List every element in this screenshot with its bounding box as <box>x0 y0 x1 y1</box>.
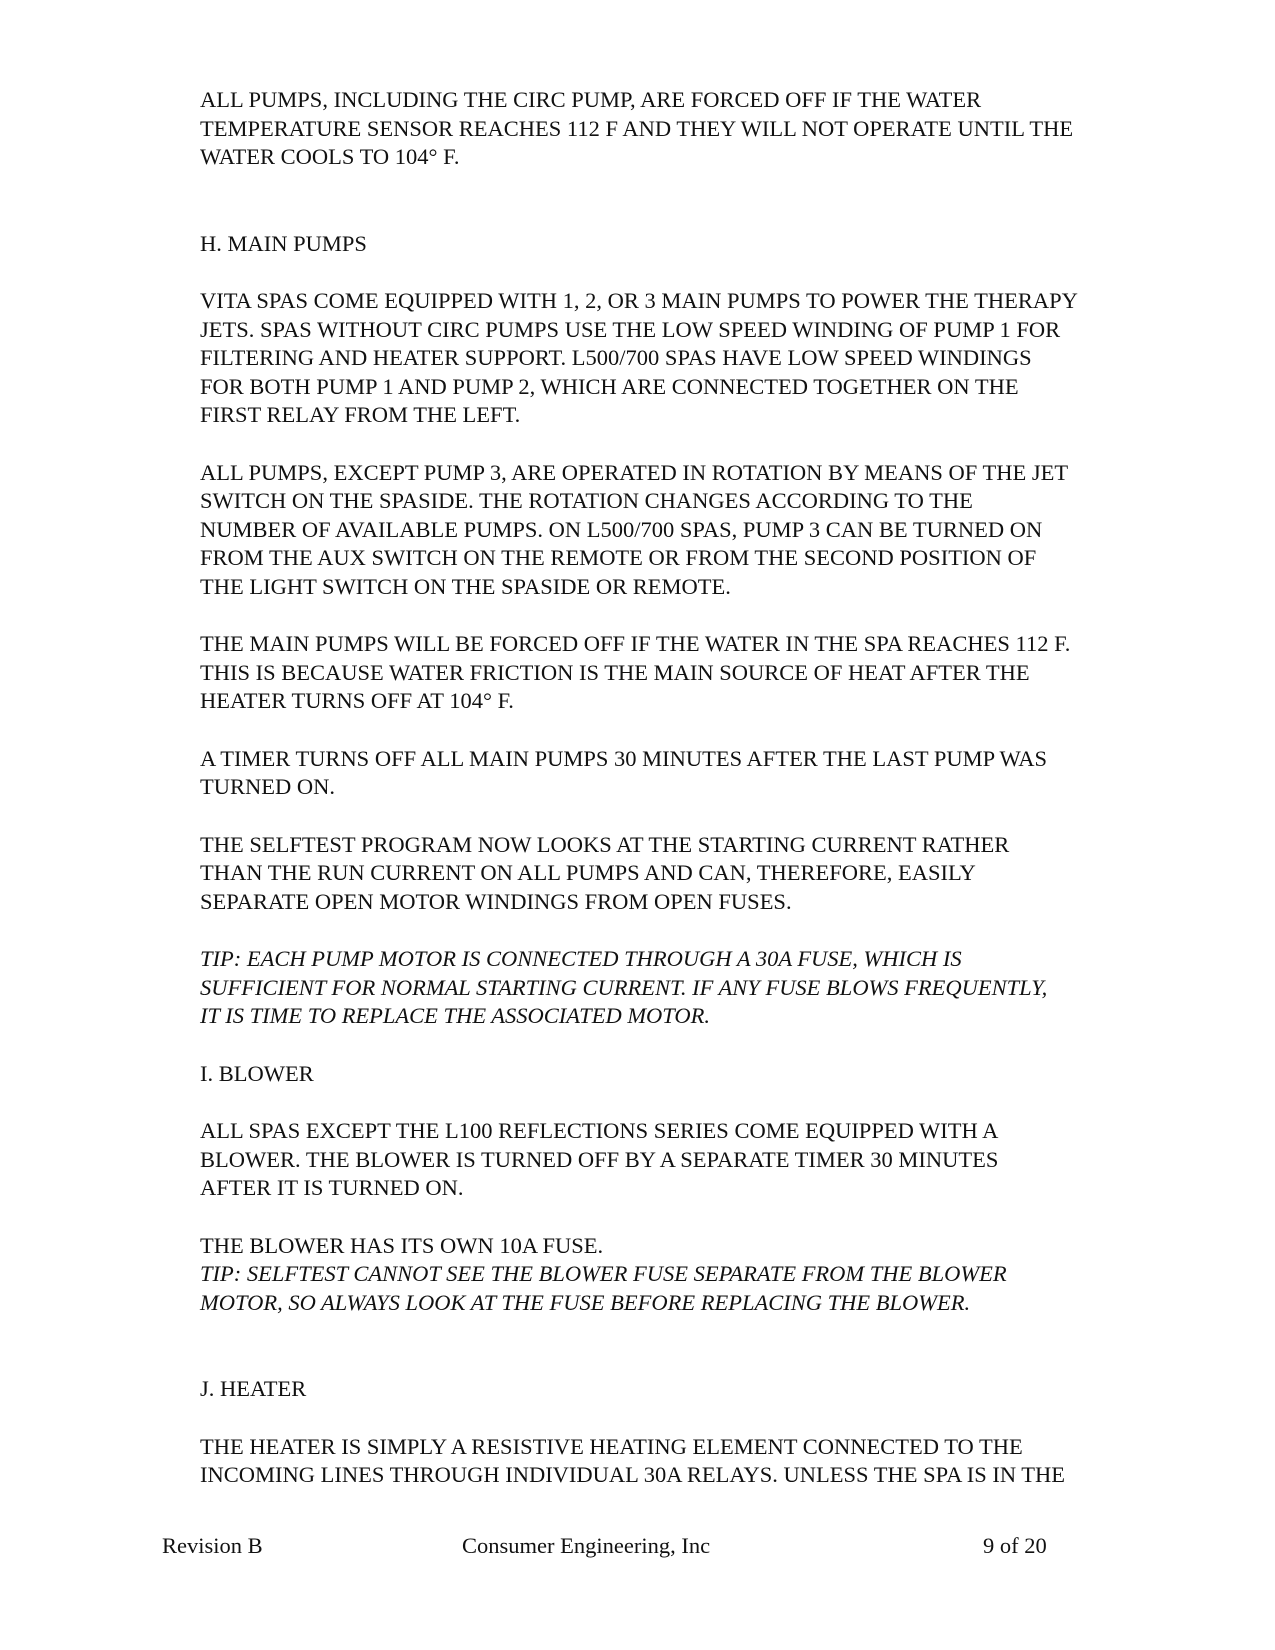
tip-pump-fuse: TIP: EACH PUMP MOTOR IS CONNECTED THROUGH A 30A FUSE, WHICH IS SUFFICIENT FOR NORMAL STARTING CURRENT. IF ANY FUSE BLOWS FREQUENTLY, IT IS TIME TO REPLACE THE ASSOCIATED MOTOR. <box>200 946 1048 1028</box>
paragraph-blower-fuse: THE BLOWER HAS ITS OWN 10A FUSE. <box>200 1232 604 1258</box>
paragraph-pump-shutoff: ALL PUMPS, INCLUDING THE CIRC PUMP, ARE FORCED OFF IF THE WATER TEMPERATURE SENSOR REACHES 112 F AND THEY WILL NOT OPERATE UNTIL THE WATER COOLS TO 104° F. <box>200 87 1074 169</box>
paragraph-pump-timer: A TIMER TURNS OFF ALL MAIN PUMPS 30 MINUTES AFTER THE LAST PUMP WAS TURNED ON. <box>200 745 1048 799</box>
section-heading-blower: I. BLOWER <box>200 1060 314 1086</box>
tip-blower-fuse: TIP: SELFTEST CANNOT SEE THE BLOWER FUSE SEPARATE FROM THE BLOWER MOTOR, SO ALWAYS LOOK AT THE FUSE BEFORE REPLACING THE BLOWER. <box>200 1261 1007 1315</box>
footer-revision: Revision B <box>162 1533 263 1558</box>
paragraph-main-pumps-equipment: VITA SPAS COME EQUIPPED WITH 1, 2, OR 3 MAIN PUMPS TO POWER THE THERAPY JETS. SPAS WITHOUT CIRC PUMPS USE THE LOW SPEED WINDING OF PUMP 1 FOR FILTERING AND HEATER SUPPORT. L500/700 SPAS HAVE LOW SPEED WINDINGS FOR BOTH PUMP 1 AND PUMP 2, WHICH ARE CONNECTED TOGETHER ON THE FIRST RELAY FROM THE LEFT. <box>200 288 1078 427</box>
section-heading-heater: J. HEATER <box>200 1376 307 1401</box>
paragraph-blower-equipment: ALL SPAS EXCEPT THE L100 REFLECTIONS SERIES COME EQUIPPED WITH A BLOWER. THE BLOWER IS TURNED OFF BY A SEPARATE TIMER 30 MINUTES AFTER IT IS TURNED ON. <box>200 1118 999 1200</box>
paragraph-pump-rotation: ALL PUMPS, EXCEPT PUMP 3, ARE OPERATED IN ROTATION BY MEANS OF THE JET SWITCH ON THE SPASIDE. THE ROTATION CHANGES ACCORDING TO THE NUMBER OF AVAILABLE PUMPS. ON L500/700 SPAS, PUMP 3 CAN BE TURNED ON FROM THE AUX SWITCH ON THE REMOTE OR FROM THE SECOND POSITION OF THE LIGHT SWITCH ON THE SPASIDE OR REMOTE. <box>200 459 1069 599</box>
footer-company: Consumer Engineering, Inc <box>462 1533 711 1558</box>
paragraph-selftest: THE SELFTEST PROGRAM NOW LOOKS AT THE STARTING CURRENT RATHER THAN THE RUN CURRENT ON ALL PUMPS AND CAN, THEREFORE, EASILY SEPARATE OPEN MOTOR WINDINGS FROM OPEN FUSES. <box>200 831 1010 914</box>
paragraph-main-pumps-forced-off: THE MAIN PUMPS WILL BE FORCED OFF IF THE WATER IN THE SPA REACHES 112 F. THIS IS BECAUSE WATER FRICTION IS THE MAIN SOURCE OF HEAT AFTER THE HEATER TURNS OFF AT 104° F. <box>200 631 1071 713</box>
page-footer <box>0 1532 1275 1562</box>
paragraph-heater: THE HEATER IS SIMPLY A RESISTIVE HEATING ELEMENT CONNECTED TO THE INCOMING LINES THROUGH INDIVIDUAL 30A RELAYS. UNLESS THE SPA IS IN THE <box>200 1433 1066 1487</box>
section-heading-main-pumps: H. MAIN PUMPS <box>200 230 367 256</box>
document-body <box>200 86 1180 1490</box>
footer-page-number: 9 of 20 <box>983 1533 1047 1558</box>
